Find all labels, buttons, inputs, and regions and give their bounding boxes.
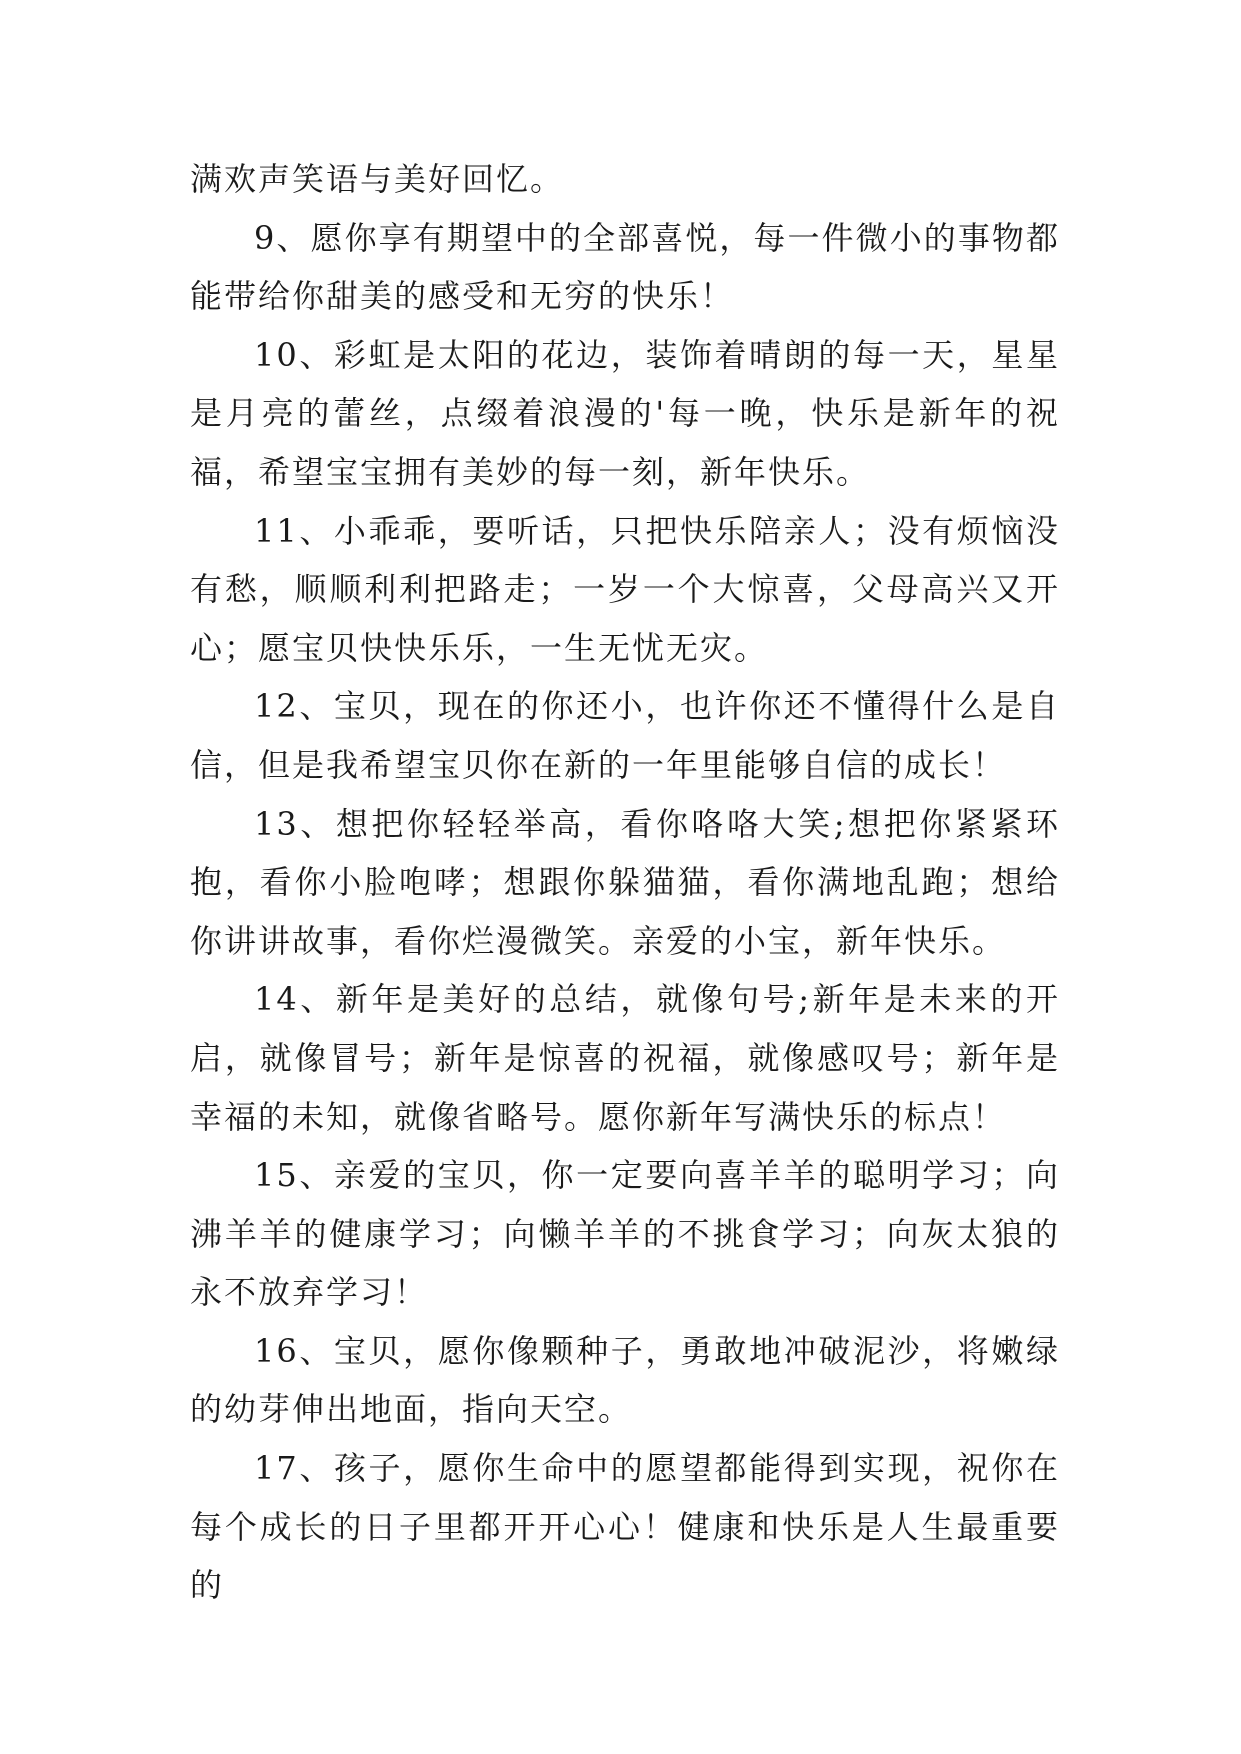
- paragraph-item-14: 14、新年是美好的总结，就像句号;新年是未来的开启，就像冒号；新年是惊喜的祝福，就像感叹号；新年是幸福的未知，就像省略号。愿你新年写满快乐的标点！: [190, 980, 1060, 1136]
- paragraph-item-15: 15、亲爱的宝贝，你一定要向喜羊羊的聪明学习；向沸羊羊的健康学习；向懒羊羊的不挑食学习；向灰太狼的永不放弃学习！: [190, 1156, 1060, 1312]
- paragraph-continuation: 满欢声笑语与美好回忆。: [190, 160, 565, 198]
- paragraph-item-11: 11、小乖乖，要听话，只把快乐陪亲人；没有烦恼没有愁，顺顺利利把路走；一岁一个大惊喜，父母高兴又开心；愿宝贝快快乐乐，一生无忧无灾。: [190, 511, 1060, 667]
- paragraph-item-16: 16、宝贝，愿你像颗种子，勇敢地冲破泥沙，将嫩绿的幼芽伸出地面，指向天空。: [190, 1331, 1060, 1429]
- paragraph-item-17: 17、孩子，愿你生命中的愿望都能得到实现，祝你在每个成长的日子里都开开心心！健康和快乐是人生最重要的: [190, 1449, 1060, 1605]
- paragraph-item-12: 12、宝贝，现在的你还小，也许你还不懂得什么是自信，但是我希望宝贝你在新的一年里能够自信的成长！: [190, 687, 1060, 784]
- paragraph-item-9: 9、愿你享有期望中的全部喜悦，每一件微小的事物都能带给你甜美的感受和无穷的快乐！: [190, 218, 1060, 316]
- paragraph-item-13: 13、想把你轻轻举高，看你咯咯大笑;想把你紧紧环抱，看你小脸咆哮；想跟你躲猫猫，看你满地乱跑；想给你讲讲故事，看你烂漫微笑。亲爱的小宝，新年快乐。: [190, 804, 1060, 960]
- paragraph-item-10: 10、彩虹是太阳的花边，装饰着晴朗的每一天，星星是月亮的蕾丝，点缀着浪漫的'每一晚，快乐是新年的祝福，希望宝宝拥有美妙的每一刻，新年快乐。: [190, 335, 1060, 491]
- document-body: [190, 150, 1060, 1615]
